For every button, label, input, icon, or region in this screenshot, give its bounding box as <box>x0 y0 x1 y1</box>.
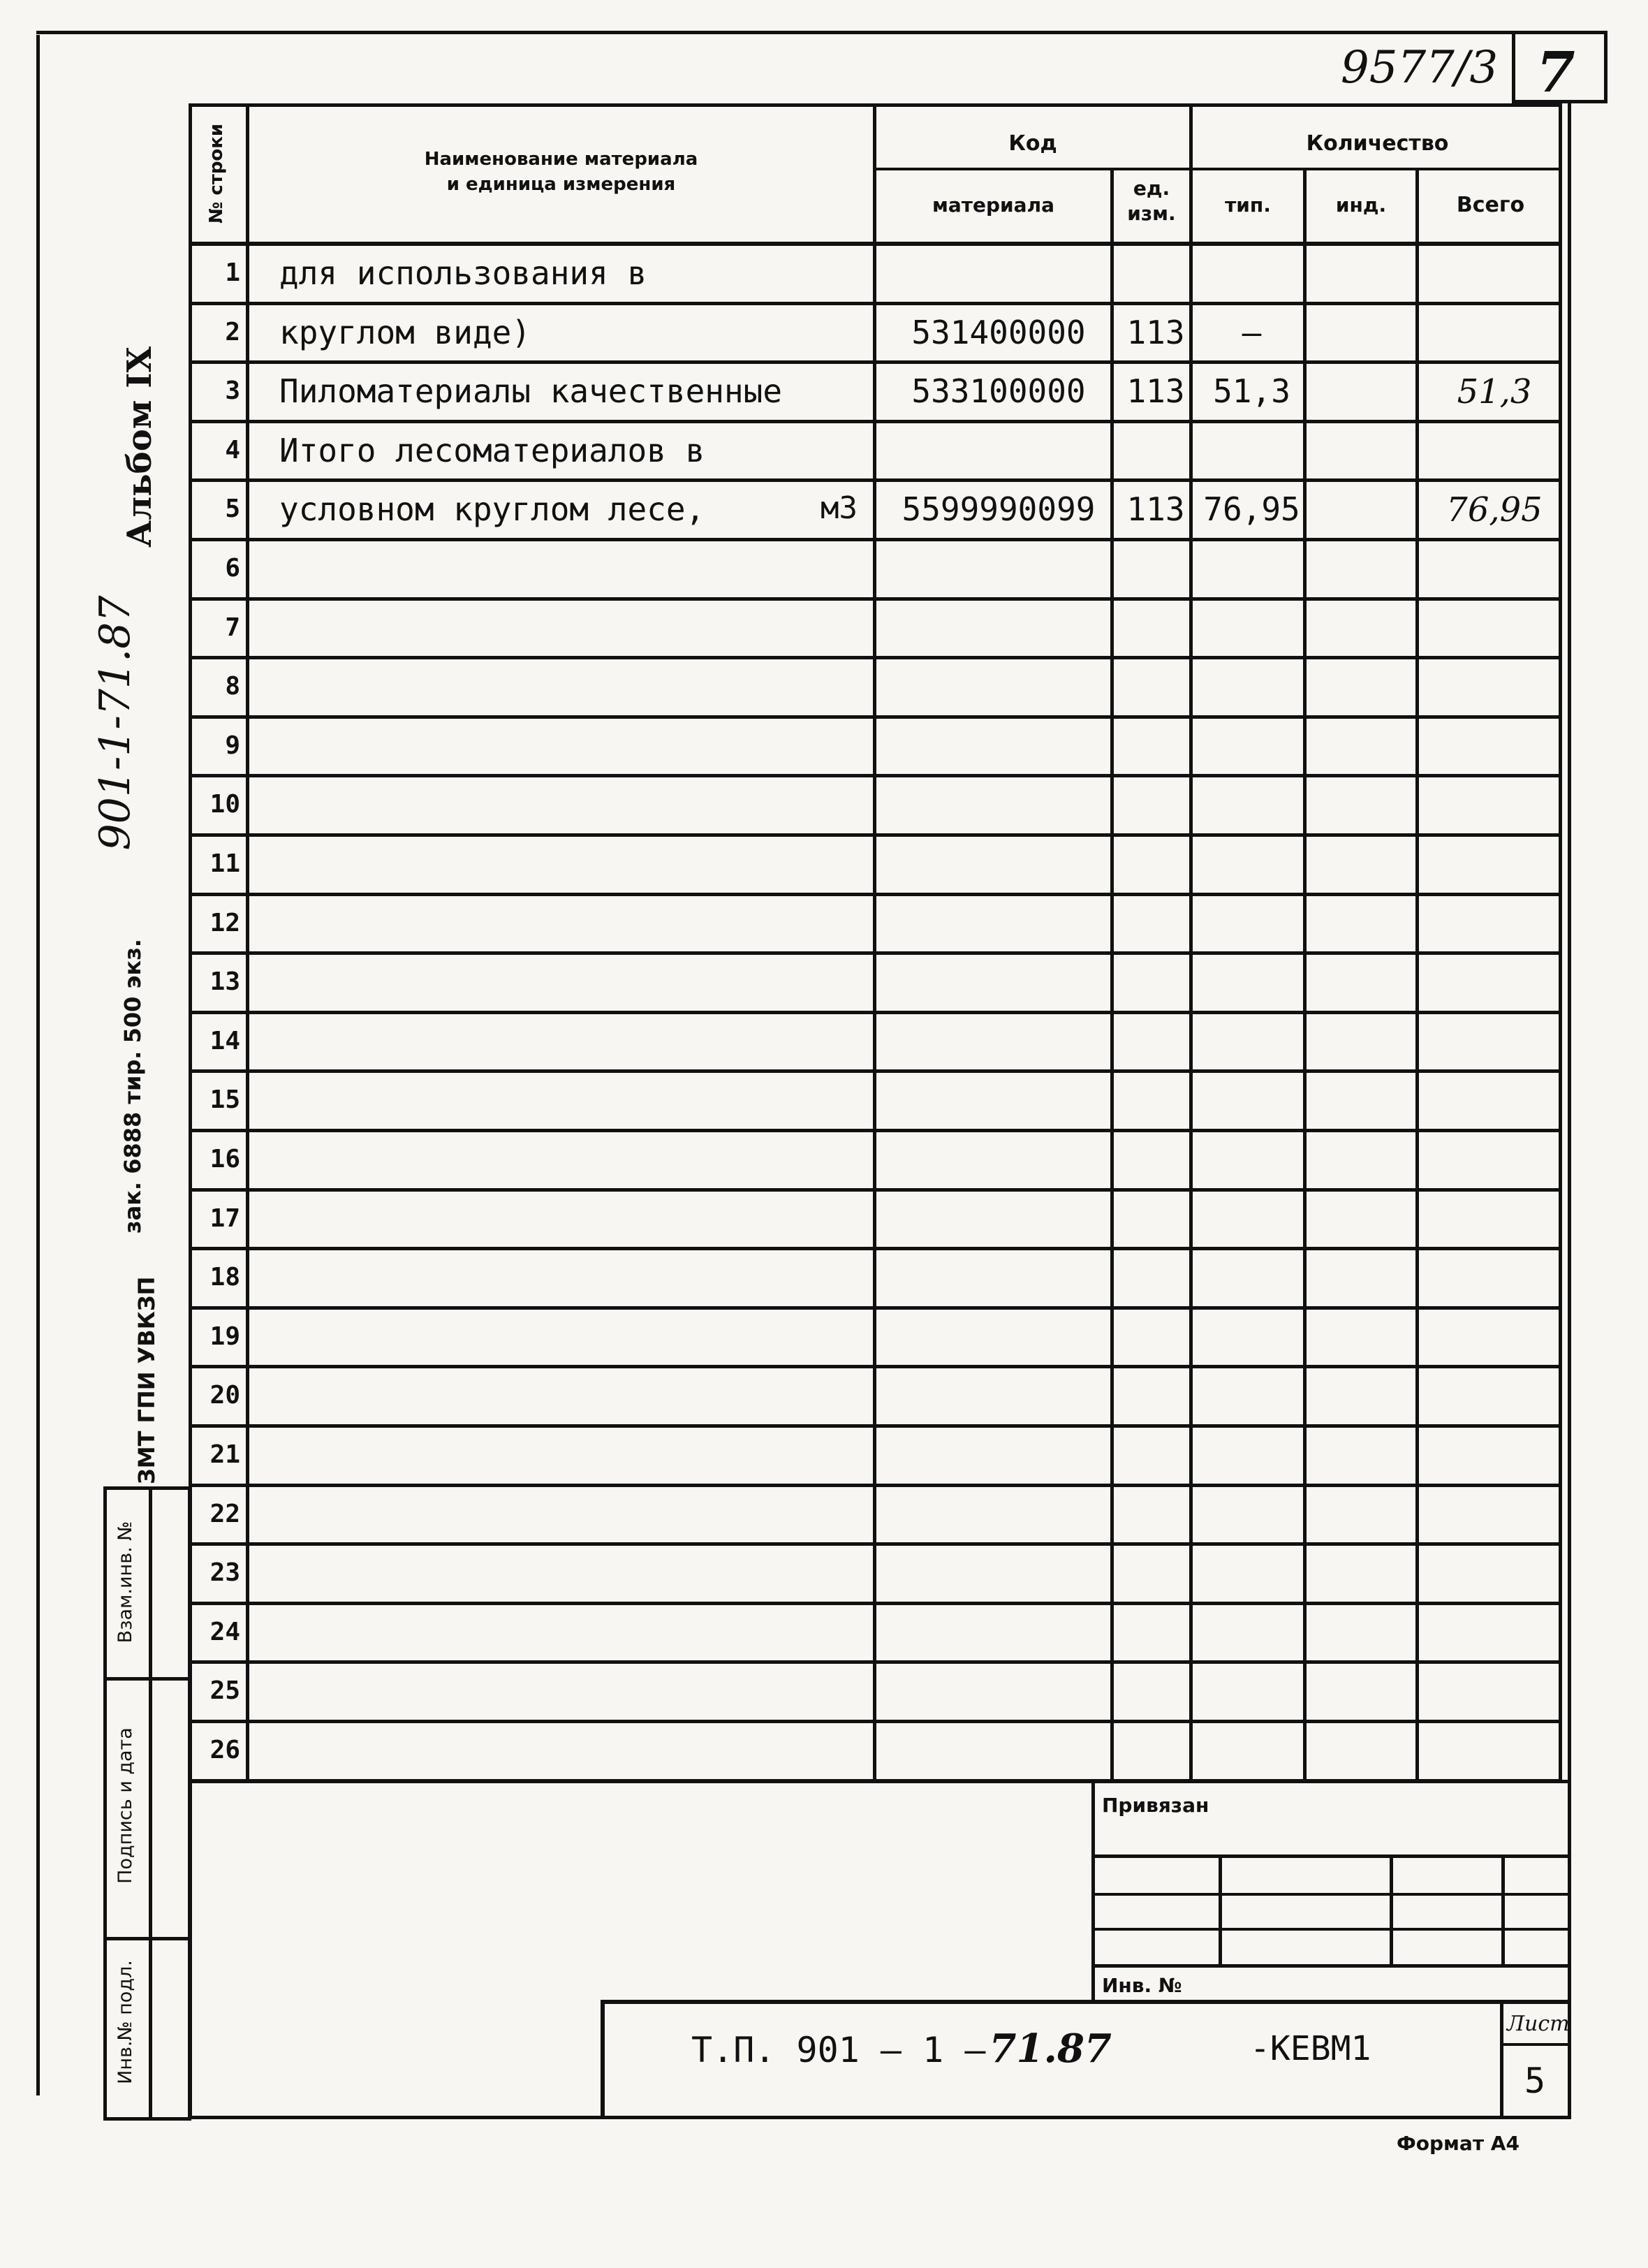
row-qty-typ: 51,3 <box>1213 372 1290 411</box>
row-number: 14 <box>209 1026 240 1055</box>
table-row <box>189 482 1562 541</box>
table-row <box>189 719 1562 778</box>
row-material-name: Пиломатериалы качественные <box>279 372 783 411</box>
inv-number-label: Инв. № <box>1102 1974 1182 1997</box>
header-code-material: материала <box>932 193 1054 217</box>
row-material-name: круглом виде) <box>279 313 531 351</box>
table-row <box>189 1073 1562 1132</box>
table-row <box>189 541 1562 601</box>
table-row <box>189 1664 1562 1723</box>
outer-frame-left <box>36 35 40 2095</box>
series-label: 901-1-71.87 <box>91 595 140 851</box>
row-number: 26 <box>209 1736 240 1764</box>
header-code-unit: ед. изм. <box>1127 177 1176 225</box>
privyazan-label: Привязан <box>1102 1794 1209 1817</box>
row-material-code: 5599990099 <box>902 490 1096 529</box>
row-number: 21 <box>209 1440 240 1469</box>
institute-label: ЗМТ ГПИ УВКЗП <box>133 1276 160 1484</box>
header-quantity: Количество <box>1306 131 1449 156</box>
row-number: 15 <box>209 1085 240 1115</box>
row-number: 12 <box>209 908 240 937</box>
archive-number: 9577/3 <box>1341 42 1499 94</box>
table-row <box>189 1250 1562 1310</box>
row-unit: м3 <box>821 490 858 527</box>
designation-suffix: -КЕВМ1 <box>1250 2029 1371 2068</box>
table-row <box>189 305 1562 365</box>
table-row <box>189 1428 1562 1487</box>
table-row <box>189 1132 1562 1192</box>
row-number: 20 <box>209 1381 240 1410</box>
outer-frame-top <box>36 31 1606 34</box>
row-unit-code: 113 <box>1126 490 1185 529</box>
row-material-name: для использования в <box>279 254 647 292</box>
table-row <box>189 1310 1562 1369</box>
header-qty-typ: тип. <box>1225 193 1271 217</box>
row-number: 10 <box>209 790 240 819</box>
header-code: Код <box>1008 131 1057 156</box>
row-qty-typ: 76,95 <box>1203 490 1300 529</box>
row-material-name: условном круглом лесе, <box>279 490 705 529</box>
stamp-vzam: Взам.инв. № <box>115 1521 136 1644</box>
table-row <box>189 1368 1562 1428</box>
order-label: зак. 6888 тир. 500 экз. <box>119 939 146 1234</box>
table-row <box>189 1723 1562 1783</box>
row-number: 11 <box>209 849 240 878</box>
album-label: Альбом IX <box>120 346 159 548</box>
document-designation <box>691 2026 1112 2072</box>
row-number: 7 <box>225 613 240 642</box>
table-row <box>189 955 1562 1014</box>
row-number: 5 <box>225 495 240 524</box>
row-number: 4 <box>225 435 240 464</box>
row-unit-code: 113 <box>1126 372 1185 411</box>
table-row <box>189 1192 1562 1251</box>
row-number: 17 <box>209 1203 240 1233</box>
row-number: 22 <box>209 1499 240 1528</box>
table-row <box>189 777 1562 837</box>
sheet-label: Лист <box>1507 2012 1570 2036</box>
row-number: 18 <box>209 1263 240 1292</box>
table-row <box>189 364 1562 423</box>
row-material-code: 531400000 <box>911 313 1086 351</box>
table-row <box>189 659 1562 719</box>
table-row <box>189 837 1562 896</box>
table-row <box>189 1605 1562 1665</box>
row-number: 19 <box>209 1322 240 1351</box>
row-number: 1 <box>225 258 240 287</box>
header-qty-ind: инд. <box>1335 193 1387 217</box>
sheet-number: 5 <box>1524 2061 1546 2101</box>
header-name: Наименование материала и единица измерения <box>424 149 698 195</box>
row-number: 3 <box>225 376 240 406</box>
stamp-podpis: Подпись и дата <box>115 1727 136 1884</box>
row-material-name: Итого лесоматериалов в <box>279 431 705 469</box>
header-qty-total: Всего <box>1456 193 1525 217</box>
row-number: 8 <box>225 672 240 701</box>
corner-page-number: 7 <box>1536 39 1575 105</box>
table-row <box>189 1014 1562 1074</box>
row-number: 24 <box>209 1617 240 1646</box>
row-qty-typ: – <box>1242 313 1262 351</box>
table-row <box>189 246 1562 305</box>
row-number: 9 <box>225 731 240 760</box>
stamp-inv: Инв.№ подл. <box>115 1960 136 2084</box>
header-row-number: № строки <box>206 123 227 224</box>
table-row <box>189 1546 1562 1605</box>
row-number: 16 <box>209 1145 240 1173</box>
table-row <box>189 601 1562 660</box>
table-row <box>189 423 1562 483</box>
row-number: 6 <box>225 554 240 583</box>
row-number: 13 <box>209 967 240 997</box>
row-number: 25 <box>209 1676 240 1706</box>
row-unit-code: 113 <box>1126 313 1185 351</box>
designation-number: 71.87 <box>989 2026 1112 2072</box>
row-number: 2 <box>225 317 240 346</box>
designation-prefix: Т.П. 901 – 1 – <box>691 2030 986 2070</box>
table-row <box>189 1487 1562 1546</box>
row-qty-total: 51,3 <box>1457 372 1532 412</box>
row-number: 23 <box>209 1558 240 1588</box>
row-material-code: 533100000 <box>911 372 1086 411</box>
row-qty-total: 76,95 <box>1446 490 1543 530</box>
table-row <box>189 896 1562 956</box>
format-label: Формат А4 <box>1397 2132 1520 2155</box>
